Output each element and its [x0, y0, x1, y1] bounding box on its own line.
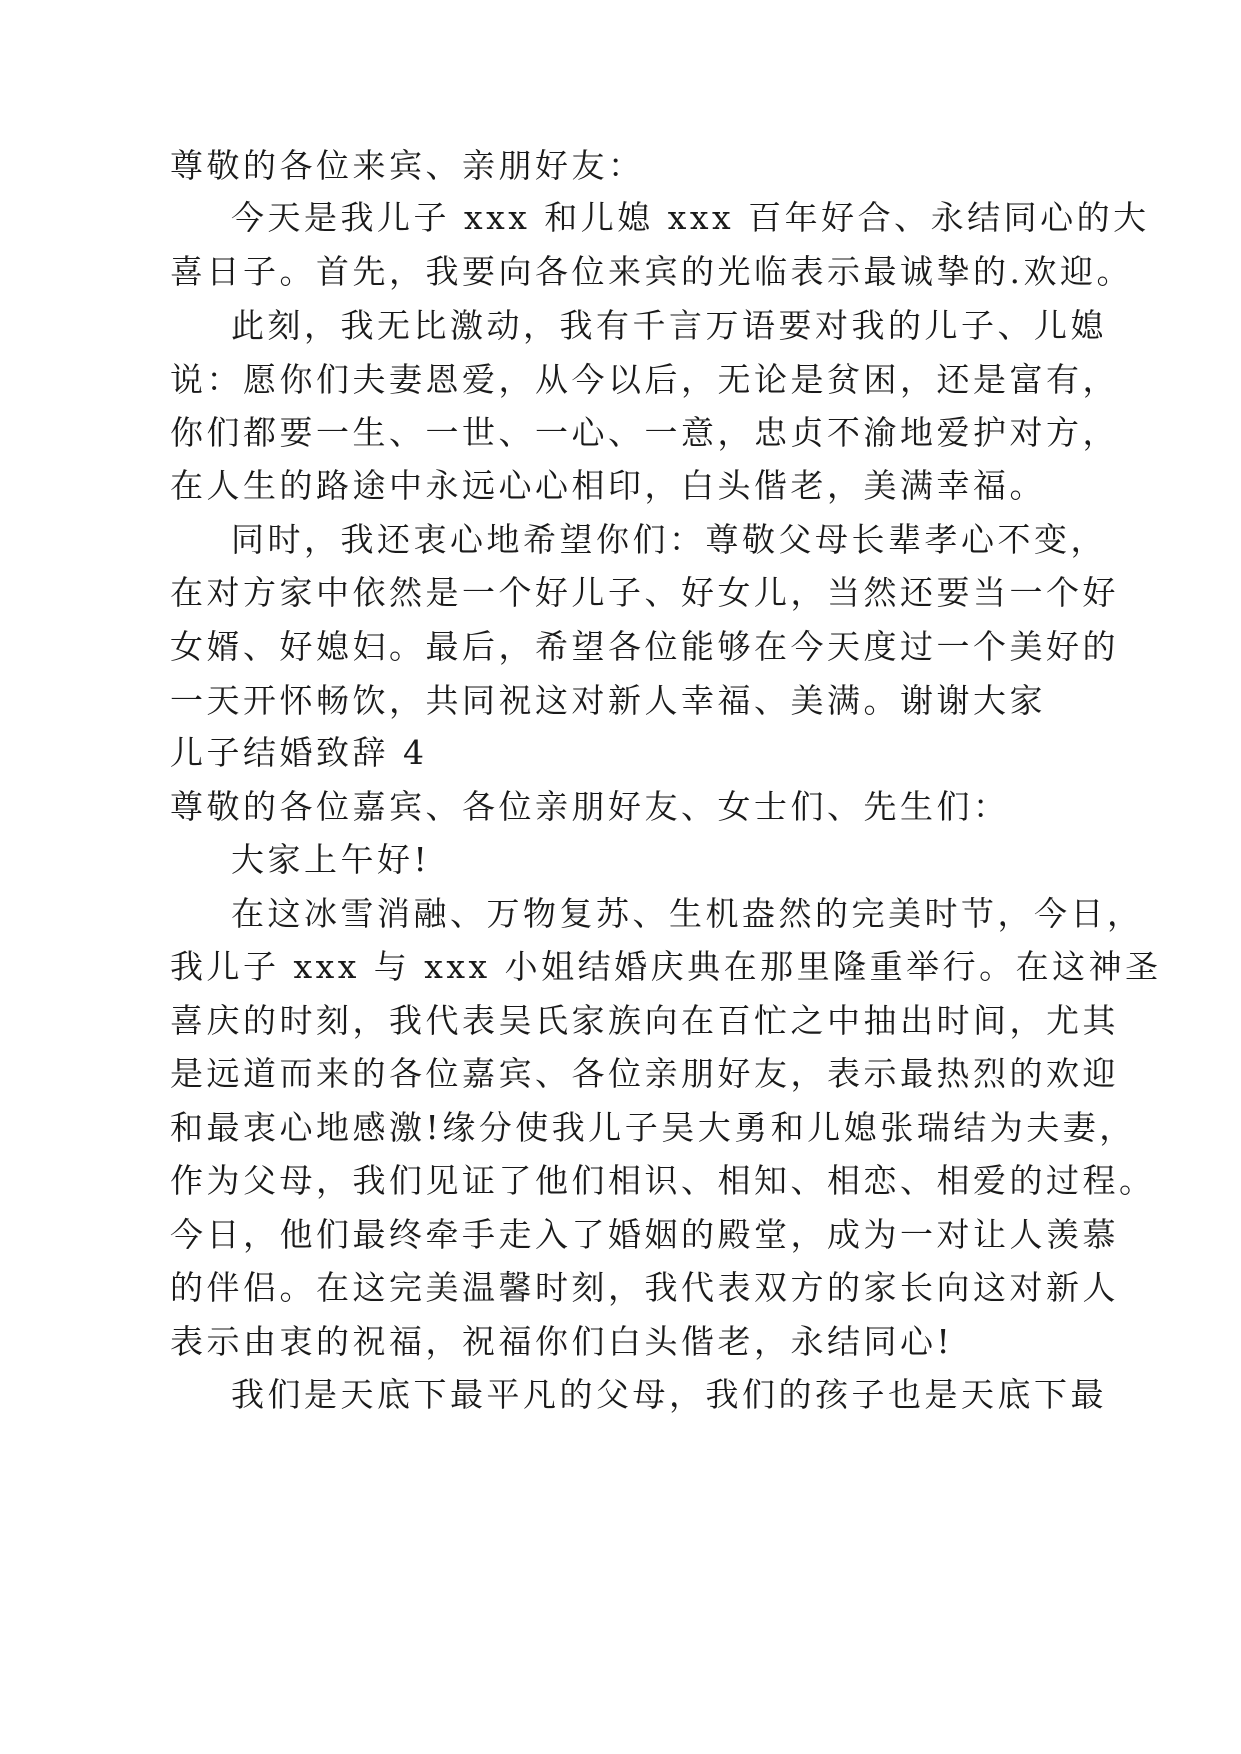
paragraph-line: 在人生的路途中永远心心相印，白头偕老，美满幸福。: [170, 466, 1046, 505]
paragraph-line: 同时，我还衷心地希望你们：尊敬父母长辈孝心不变，: [231, 520, 1107, 559]
paragraph-line: 一天开怀畅饮，共同祝这对新人幸福、美满。谢谢大家: [170, 681, 1046, 720]
paragraph-line: 喜庆的时刻，我代表吴氏家族向在百忙之中抽出时间，尤其: [170, 1001, 1119, 1040]
paragraph-line: 我们是天底下最平凡的父母，我们的孩子也是天底下最: [231, 1375, 1107, 1414]
paragraph-line: 是远道而来的各位嘉宾、各位亲朋好友，表示最热烈的欢迎: [170, 1054, 1119, 1093]
greeting-line: 尊敬的各位嘉宾、各位亲朋好友、女士们、先生们：: [170, 787, 1010, 826]
paragraph-line: 作为父母，我们见证了他们相识、相知、相恋、相爱的过程。: [170, 1161, 1156, 1200]
paragraph-line: 在对方家中依然是一个好儿子、好女儿，当然还要当一个好: [170, 573, 1119, 612]
paragraph-line: 说：愿你们夫妻恩爱，从今以后，无论是贫困，还是富有，: [170, 360, 1119, 399]
paragraph-line: 和最衷心地感激!缘分使我儿子吴大勇和儿媳张瑞结为夫妻，: [170, 1108, 1136, 1147]
paragraph-line: 在这冰雪消融、万物复苏、生机盎然的完美时节，今日，: [231, 894, 1144, 933]
greeting-line: 尊敬的各位来宾、亲朋好友：: [170, 146, 645, 185]
paragraph-line: 喜日子。首先，我要向各位来宾的光临表示最诚挚的.欢迎。: [170, 252, 1133, 291]
paragraph-line: 你们都要一生、一世、一心、一意，忠贞不渝地爱护对方，: [170, 413, 1119, 452]
paragraph-line: 我儿子 xxx 与 xxx 小姐结婚庆典在那里隆重举行。在这神圣: [170, 947, 1162, 986]
paragraph-line: 今日，他们最终牵手走入了婚姻的殿堂，成为一对让人羡慕: [170, 1215, 1119, 1254]
paragraph-line: 大家上午好!: [231, 840, 431, 879]
paragraph-line: 今天是我儿子 xxx 和儿媳 xxx 百年好合、永结同心的大: [231, 198, 1150, 237]
section-heading: 儿子结婚致辞 4: [170, 733, 428, 772]
paragraph-line: 此刻，我无比激动，我有千言万语要对我的儿子、儿媳: [231, 306, 1107, 345]
paragraph-line: 的伴侣。在这完美温馨时刻，我代表双方的家长向这对新人: [170, 1268, 1119, 1307]
paragraph-line: 女婿、好媳妇。最后，希望各位能够在今天度过一个美好的: [170, 627, 1119, 666]
paragraph-line: 表示由衷的祝福，祝福你们白头偕老，永结同心!: [170, 1322, 954, 1361]
